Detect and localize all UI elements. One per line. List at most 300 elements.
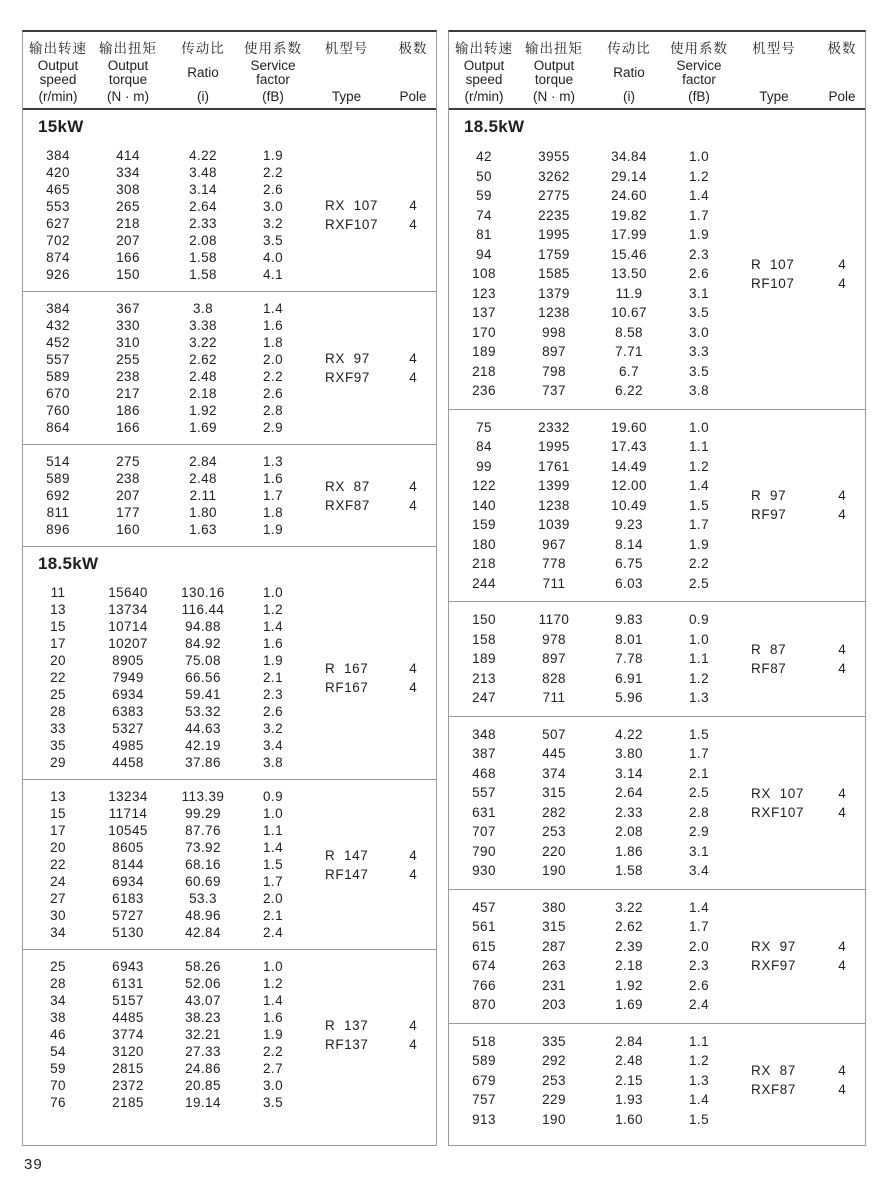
output-torque-value: 998 — [542, 324, 566, 340]
service-factor-value: 3.2 — [263, 216, 283, 231]
type-label: RX 87 — [751, 1063, 796, 1079]
output-torque-value: 10545 — [108, 823, 148, 838]
service-factor-value: 3.1 — [689, 843, 709, 859]
ratio-value: 2.33 — [615, 804, 643, 820]
service-factor-value: 1.1 — [689, 1033, 709, 1049]
output-torque-value: 282 — [542, 804, 566, 820]
output-speed-value: 22 — [50, 670, 66, 685]
output-speed-value: 99 — [476, 458, 492, 474]
type-cell — [729, 725, 819, 881]
output-torque-value: 220 — [542, 843, 566, 859]
output-torque-value: 275 — [116, 454, 140, 469]
service-factor-value: 1.2 — [689, 168, 709, 184]
spec-block — [449, 1023, 865, 1138]
service-factor-value: 1.3 — [689, 690, 709, 705]
ratio-value: 1.69 — [615, 997, 643, 1012]
output-torque-value: 737 — [542, 383, 566, 398]
output-speed-value: 615 — [472, 938, 496, 954]
output-torque-value: 190 — [542, 1111, 566, 1127]
ratio-value: 1.58 — [189, 267, 217, 282]
service-factor-value: 1.7 — [263, 874, 283, 889]
output-torque-value: 6934 — [112, 687, 144, 702]
service-factor-value: 3.5 — [689, 363, 709, 379]
pole-value: 4 — [838, 256, 846, 272]
output-torque-value: 897 — [542, 651, 566, 666]
ratio-value: 2.48 — [615, 1053, 643, 1068]
column-header-pole — [819, 37, 865, 104]
service-factor-value: 3.0 — [263, 1078, 283, 1093]
output-torque-value: 367 — [116, 301, 140, 316]
ratio-value: 43.07 — [185, 993, 221, 1008]
output-speed-value: 692 — [46, 488, 70, 503]
output-torque-value: 778 — [542, 556, 566, 571]
pole-value: 4 — [409, 198, 417, 213]
service-factor-value: 1.4 — [689, 188, 709, 203]
type-label: RXF87 — [751, 1082, 797, 1098]
output-torque-value: 6131 — [112, 976, 144, 991]
pole-value: 4 — [409, 1017, 417, 1033]
pole-cell — [819, 610, 865, 708]
output-speed-value: 589 — [46, 369, 70, 384]
table-header — [23, 32, 436, 110]
output-torque-value: 7949 — [112, 670, 144, 685]
output-torque-value: 8144 — [112, 857, 144, 872]
ratio-value: 130.16 — [181, 585, 225, 600]
ratio-value: 19.82 — [611, 207, 647, 223]
output-torque-value: 190 — [542, 863, 566, 878]
service-factor-value: 1.9 — [263, 148, 283, 163]
output-torque-value: 2185 — [112, 1095, 144, 1110]
ratio-value: 4.22 — [615, 726, 643, 742]
output-torque-value: 1585 — [538, 266, 570, 281]
ratio-value: 59.41 — [185, 687, 221, 702]
output-torque-value: 218 — [116, 216, 140, 231]
service-factor-value: 1.1 — [689, 439, 709, 454]
output-torque-value: 5727 — [112, 908, 144, 923]
output-speed-value: 465 — [46, 182, 70, 197]
output-speed-value: 22 — [50, 857, 66, 872]
type-cell — [303, 147, 390, 283]
ratio-value: 14.49 — [611, 458, 647, 474]
ratio-value: 2.84 — [189, 454, 217, 469]
service-factor-value: 3.5 — [263, 233, 283, 248]
ratio-value: 5.96 — [615, 690, 643, 705]
column-header-output-speed — [449, 37, 519, 104]
column-header-unit-pole: Pole — [828, 89, 856, 104]
output-torque-value: 1995 — [538, 227, 570, 242]
ratio-value: 29.14 — [611, 168, 647, 184]
service-factor-value: 1.9 — [263, 1027, 283, 1042]
output-torque-value: 5157 — [112, 993, 144, 1008]
column-header-output-torque — [93, 37, 163, 104]
output-torque-value: 255 — [116, 352, 140, 367]
type-label: R 107 — [751, 256, 795, 272]
service-factor-value: 1.9 — [689, 227, 709, 242]
ratio-value: 116.44 — [181, 602, 225, 617]
pole-value: 4 — [409, 370, 417, 385]
spec-table-right — [448, 30, 866, 1146]
service-factor-value: 2.6 — [689, 977, 709, 993]
output-speed-value: 25 — [50, 959, 66, 974]
output-torque-value: 8605 — [112, 840, 144, 855]
service-factor-value: 2.5 — [689, 785, 709, 800]
output-speed-value: 15 — [50, 806, 66, 821]
service-factor-value: 1.2 — [263, 602, 283, 617]
ratio-value: 113.39 — [181, 789, 225, 804]
ratio-value: 6.91 — [615, 670, 643, 686]
pole-value: 4 — [409, 660, 417, 676]
output-speed-value: 452 — [46, 335, 70, 350]
output-torque-value: 150 — [116, 267, 140, 282]
output-torque-value: 13734 — [108, 602, 148, 617]
output-torque-value: 3955 — [538, 149, 570, 164]
service-factor-value: 2.1 — [689, 765, 709, 781]
ratio-value: 17.99 — [611, 227, 647, 242]
service-factor-value: 1.8 — [263, 335, 283, 350]
service-factor-value: 1.1 — [263, 823, 283, 838]
spec-block — [23, 576, 436, 779]
output-torque-value: 3120 — [112, 1044, 144, 1059]
column-header-unit-service-factor: (fB) — [688, 89, 710, 104]
section-title: 18.5kW — [464, 117, 525, 136]
ratio-value: 3.22 — [615, 899, 643, 915]
service-factor-value: 1.4 — [263, 840, 283, 855]
ratio-value: 75.08 — [185, 653, 221, 668]
output-torque-value: 2815 — [112, 1061, 144, 1076]
ratio-value: 48.96 — [185, 908, 221, 923]
service-factor-value: 1.4 — [263, 993, 283, 1008]
type-label: RX 97 — [325, 351, 370, 366]
ratio-value: 4.22 — [189, 148, 217, 163]
page-number: 39 — [24, 1156, 43, 1173]
column-header-en-line: Output — [37, 57, 79, 73]
output-speed-value: 59 — [476, 188, 492, 203]
pole-cell — [819, 1032, 865, 1130]
pole-cell — [390, 958, 436, 1111]
ratio-value: 53.32 — [185, 704, 221, 719]
column-header-type — [729, 37, 819, 104]
output-speed-value: 170 — [472, 324, 496, 340]
column-header-unit-type: Type — [759, 89, 789, 104]
service-factor-value: 2.0 — [263, 891, 283, 906]
output-speed-value: 468 — [472, 765, 496, 781]
output-speed-value: 674 — [472, 958, 496, 973]
pole-value: 4 — [409, 866, 417, 882]
column-header-en-line: Output — [463, 57, 505, 73]
service-factor-value: 2.5 — [689, 575, 709, 591]
column-header-unit-output-speed: (r/min) — [464, 89, 504, 104]
output-speed-value: 811 — [46, 505, 70, 520]
service-factor-value: 2.2 — [263, 1044, 283, 1059]
service-factor-value: 1.9 — [263, 653, 283, 668]
service-factor-value: 0.9 — [263, 789, 283, 804]
service-factor-value: 2.3 — [689, 958, 709, 973]
ratio-value: 8.01 — [615, 631, 643, 647]
output-speed-value: 150 — [472, 612, 496, 627]
pole-value: 4 — [838, 939, 846, 954]
service-factor-value: 3.4 — [689, 863, 709, 878]
ratio-value: 73.92 — [185, 840, 221, 855]
output-speed-value: 75 — [476, 419, 492, 435]
column-header-en-service-factor — [250, 57, 295, 89]
ratio-value: 2.08 — [615, 824, 643, 839]
column-header-unit-pole: Pole — [399, 89, 427, 104]
output-torque-value: 1761 — [538, 458, 570, 474]
output-speed-value: 913 — [472, 1111, 496, 1127]
output-torque-value: 3774 — [112, 1027, 144, 1042]
pole-value: 4 — [838, 660, 846, 676]
service-factor-value: 1.0 — [689, 631, 709, 647]
output-speed-value: 702 — [46, 233, 70, 248]
ratio-value: 1.63 — [189, 522, 217, 537]
output-speed-value: 896 — [46, 522, 70, 537]
output-speed-value: 387 — [472, 746, 496, 761]
output-torque-value: 6383 — [112, 704, 144, 719]
spec-block — [23, 779, 436, 949]
ratio-value: 42.19 — [185, 738, 221, 753]
power-section — [449, 110, 865, 1137]
type-cell — [729, 147, 819, 401]
output-speed-value: 84 — [476, 439, 492, 454]
ratio-value: 3.14 — [615, 765, 643, 781]
type-cell — [303, 958, 390, 1111]
ratio-value: 1.93 — [615, 1092, 643, 1107]
ratio-value: 1.58 — [615, 863, 643, 878]
output-torque-value: 292 — [542, 1053, 566, 1068]
ratio-value: 6.22 — [615, 383, 643, 398]
ratio-value: 2.08 — [189, 233, 217, 248]
service-factor-value: 1.6 — [263, 1010, 283, 1025]
output-speed-value: 34 — [50, 925, 66, 940]
ratio-value: 6.03 — [615, 575, 643, 591]
type-label: RF167 — [325, 679, 369, 695]
service-factor-value: 1.4 — [689, 1092, 709, 1107]
output-torque-value: 2332 — [538, 419, 570, 435]
column-header-en-line: factor — [256, 72, 290, 87]
service-factor-value: 1.0 — [689, 419, 709, 435]
column-header-en-ratio — [187, 57, 219, 89]
output-speed-value: 514 — [46, 454, 70, 469]
service-factor-value: 1.9 — [689, 536, 709, 552]
ratio-value: 24.86 — [185, 1061, 221, 1076]
column-header-zh-type: 机型号 — [752, 41, 796, 56]
output-speed-value: 926 — [46, 267, 70, 282]
output-speed-value: 34 — [50, 993, 66, 1008]
output-speed-value: 59 — [50, 1061, 66, 1076]
ratio-value: 42.84 — [185, 925, 221, 940]
column-header-ratio — [589, 37, 669, 104]
ratio-value: 3.48 — [189, 165, 217, 180]
column-header-zh-output-torque: 输出扭矩 — [99, 41, 157, 56]
spec-block — [449, 889, 865, 1023]
column-header-zh-output-torque: 输出扭矩 — [525, 41, 583, 56]
ratio-value: 34.84 — [611, 149, 647, 164]
output-speed-value: 76 — [50, 1095, 66, 1110]
column-header-unit-service-factor: (fB) — [262, 89, 284, 104]
output-speed-value: 864 — [46, 420, 70, 435]
type-cell — [303, 788, 390, 941]
output-torque-value: 231 — [542, 977, 566, 993]
type-label: RF147 — [325, 866, 369, 882]
output-speed-value: 15 — [50, 619, 66, 634]
output-torque-value: 10207 — [108, 636, 148, 651]
output-torque-value: 315 — [542, 785, 566, 800]
ratio-value: 2.48 — [189, 471, 217, 486]
type-label: RX 97 — [751, 939, 796, 954]
output-torque-value: 310 — [116, 335, 140, 350]
column-header-en-line: Service — [676, 57, 722, 73]
column-header-unit-type: Type — [331, 89, 362, 104]
service-factor-value: 1.0 — [263, 585, 283, 600]
column-header-en-ratio — [613, 57, 645, 89]
output-speed-value: 589 — [472, 1053, 496, 1068]
column-header-en-line: Ratio — [613, 64, 645, 80]
pole-cell — [390, 453, 436, 538]
pole-value: 4 — [838, 641, 846, 657]
output-speed-value: 17 — [50, 636, 66, 651]
column-header-en-output-torque — [534, 57, 575, 89]
type-label: RF107 — [751, 275, 795, 291]
service-factor-value: 1.7 — [689, 919, 709, 934]
output-speed-value: 420 — [46, 165, 70, 180]
ratio-value: 2.33 — [189, 216, 217, 231]
output-torque-value: 828 — [542, 670, 566, 686]
pole-cell — [819, 725, 865, 881]
ratio-value: 7.78 — [615, 651, 643, 666]
ratio-value: 1.86 — [615, 843, 643, 859]
ratio-value: 60.69 — [185, 874, 221, 889]
output-speed-value: 25 — [50, 687, 66, 702]
output-speed-value: 30 — [50, 908, 66, 923]
output-torque-value: 711 — [542, 690, 566, 705]
output-speed-value: 33 — [50, 721, 66, 736]
ratio-value: 2.62 — [615, 919, 643, 934]
service-factor-value: 2.7 — [263, 1061, 283, 1076]
service-factor-value: 1.5 — [689, 1111, 709, 1127]
output-torque-value: 217 — [116, 386, 140, 401]
column-header-zh-pole: 极数 — [398, 41, 428, 56]
column-header-unit-output-torque: (N · m) — [107, 89, 149, 104]
ratio-value: 58.26 — [185, 959, 221, 974]
output-speed-value: 236 — [472, 383, 496, 398]
ratio-value: 1.92 — [615, 977, 643, 993]
output-torque-value: 330 — [116, 318, 140, 333]
ratio-value: 8.58 — [615, 324, 643, 340]
ratio-value: 27.33 — [185, 1044, 221, 1059]
output-speed-value: 94 — [476, 246, 492, 262]
type-label: RX 107 — [751, 785, 804, 801]
type-label: RXF97 — [325, 370, 371, 385]
column-header-en-line: Output — [107, 57, 149, 73]
service-factor-value: 3.0 — [263, 199, 283, 214]
output-torque-value: 4985 — [112, 738, 144, 753]
type-cell — [303, 300, 390, 436]
ratio-value: 6.75 — [615, 556, 643, 571]
service-factor-value: 1.2 — [263, 976, 283, 991]
output-speed-value: 870 — [472, 997, 496, 1012]
ratio-value: 9.83 — [615, 612, 643, 627]
output-torque-value: 1039 — [538, 517, 570, 532]
output-torque-value: 4458 — [112, 755, 144, 770]
service-factor-value: 2.1 — [263, 670, 283, 685]
service-factor-value: 3.8 — [689, 383, 709, 398]
output-speed-value: 760 — [46, 403, 70, 418]
service-factor-value: 2.9 — [263, 420, 283, 435]
type-cell — [729, 1032, 819, 1130]
type-cell — [303, 453, 390, 538]
output-speed-value: 38 — [50, 1010, 66, 1025]
column-header-zh-output-speed: 输出转速 — [29, 41, 87, 56]
type-label: RXF107 — [325, 217, 379, 232]
output-torque-value: 1170 — [538, 612, 570, 627]
column-header-en-output-speed — [38, 57, 79, 89]
type-label: R 147 — [325, 847, 369, 863]
output-speed-value: 17 — [50, 823, 66, 838]
service-factor-value: 1.4 — [263, 301, 283, 316]
column-header-en-line: speed — [39, 72, 77, 87]
service-factor-value: 2.2 — [263, 369, 283, 384]
column-header-zh-ratio: 传动比 — [181, 41, 225, 56]
output-speed-value: 28 — [50, 976, 66, 991]
pole-cell — [390, 300, 436, 436]
output-speed-value: 189 — [472, 344, 496, 359]
ratio-value: 2.48 — [189, 369, 217, 384]
output-torque-value: 15640 — [108, 585, 148, 600]
type-cell — [303, 584, 390, 771]
output-speed-value: 28 — [50, 704, 66, 719]
type-label: R 97 — [751, 488, 787, 504]
output-torque-value: 6183 — [112, 891, 144, 906]
service-factor-value: 1.7 — [689, 207, 709, 223]
pole-value: 4 — [409, 478, 417, 494]
service-factor-value: 1.8 — [263, 505, 283, 520]
ratio-value: 53.3 — [189, 891, 217, 906]
ratio-value: 9.23 — [615, 517, 643, 532]
ratio-value: 2.64 — [189, 199, 217, 214]
output-torque-value: 315 — [542, 919, 566, 934]
service-factor-value: 1.6 — [263, 318, 283, 333]
output-speed-value: 42 — [476, 149, 492, 164]
service-factor-value: 2.4 — [263, 925, 283, 940]
type-label: R 87 — [751, 641, 787, 657]
output-speed-value: 213 — [472, 670, 496, 686]
service-factor-value: 1.0 — [689, 149, 709, 164]
service-factor-value: 1.3 — [689, 1072, 709, 1088]
output-torque-value: 8905 — [112, 653, 144, 668]
type-label: RX 87 — [325, 478, 370, 494]
spec-block — [449, 139, 865, 409]
output-speed-value: 757 — [472, 1092, 496, 1107]
output-torque-value: 414 — [116, 148, 140, 163]
service-factor-value: 2.6 — [263, 704, 283, 719]
output-speed-value: 13 — [50, 789, 66, 804]
output-speed-value: 679 — [472, 1072, 496, 1088]
output-torque-value: 207 — [116, 233, 140, 248]
pole-value: 4 — [838, 958, 846, 973]
output-torque-value: 10714 — [108, 619, 148, 634]
output-speed-value: 137 — [472, 305, 496, 320]
column-header-en-service-factor — [676, 57, 721, 89]
output-torque-value: 238 — [116, 369, 140, 384]
service-factor-value: 3.2 — [263, 721, 283, 736]
service-factor-value: 1.4 — [689, 478, 709, 493]
output-speed-value: 35 — [50, 738, 66, 753]
ratio-value: 10.67 — [611, 305, 647, 320]
output-torque-value: 1238 — [538, 305, 570, 320]
service-factor-value: 1.2 — [689, 458, 709, 474]
column-header-unit-ratio: (i) — [623, 89, 635, 104]
ratio-value: 32.21 — [185, 1027, 221, 1042]
